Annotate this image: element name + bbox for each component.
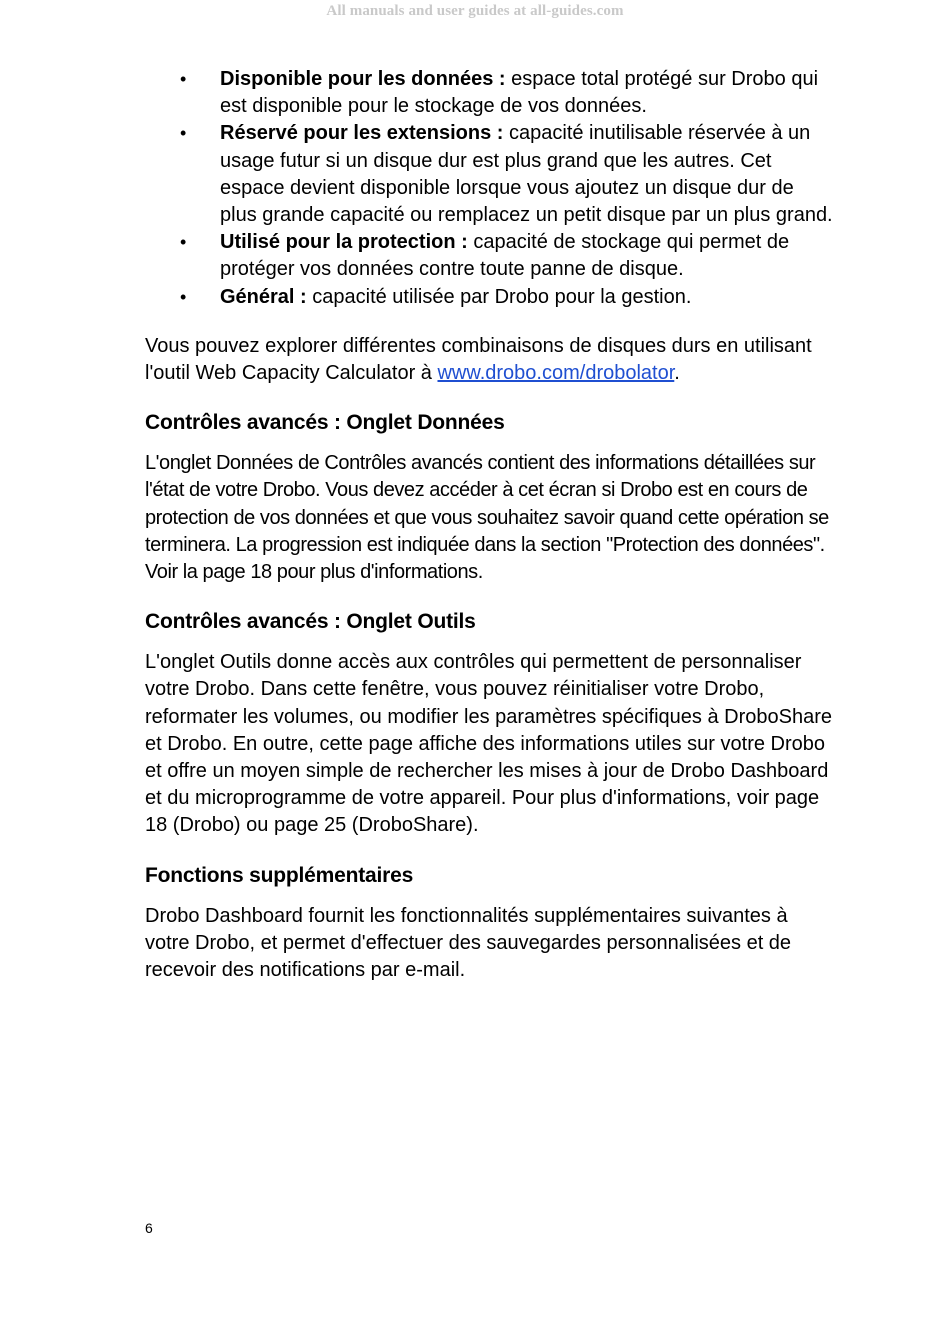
watermark: All manuals and user guides at all-guides.com	[326, 3, 624, 19]
bullet-icon: •	[180, 286, 187, 307]
section-body-donnees: L'onglet Données de Contrôles avancés contient des informations détaillées sur l'état de votre Drobo. Vous devez accéder à cet écran si Drobo est en cours de protection de vos données et que vous souhaitez savoir quand cette opération se terminera. La progression est indiquée dans la section "Protection des données". Voir la page 18 pour plus d'informations.	[145, 452, 829, 584]
section-heading-donnees: Contrôles avancés : Onglet Données	[145, 411, 505, 435]
bullet-item-disponible	[145, 66, 835, 120]
intro-text: Vous pouvez explorer différentes combinaisons de disques durs en utilisant l'outil Web Capacity Calculator à	[145, 334, 812, 385]
bullet-text: capacité de stockage qui permet de protéger vos données contre toute panne de disque.	[220, 231, 790, 281]
section-heading-fonctions: Fonctions supplémentaires	[145, 863, 414, 887]
document-content	[145, 66, 835, 984]
bullet-item-general	[145, 284, 835, 311]
bullet-icon: •	[180, 69, 187, 89]
section-body-fonctions: Drobo Dashboard fournit les fonctionnalités supplémentaires suivantes à votre Drobo, et permet d'effectuer des sauvegardes personnalisées et de recevoir des notifications par e-mail.	[145, 904, 792, 982]
bullet-text: capacité inutilisable réservée à un usage futur si un disque dur est plus grand que les autres. Cet espace devient disponible lorsque vous ajoutez un disque dur de plus grande capacité ou remplacez un petit disque par un plus grand.	[220, 122, 833, 227]
drobolator-link[interactable]: www.drobo.com/drobolator	[437, 362, 675, 385]
bullet-term: Utilisé pour la protection :	[220, 231, 468, 254]
intro-paragraph	[145, 333, 835, 387]
capacity-bullet-list	[145, 66, 835, 311]
bullet-term: Réservé pour les extensions :	[220, 122, 504, 145]
section-body-outils: L'onglet Outils donne accès aux contrôles qui permettent de personnaliser votre Drobo. Dans cette fenêtre, vous pouvez réinitialiser votre Drobo, reformater les volumes, ou modifier les paramètres spécifiques à DroboShare et Drobo. En outre, cette page affiche des informations utiles sur votre Drobo et offre un moyen simple de rechercher les mises à jour de Drobo Dashboard et du microprogramme de votre appareil. Pour plus d'informations, voir page 18 (Drobo) ou page 25 (DroboShare).	[145, 651, 832, 837]
bullet-item-protection	[145, 229, 835, 283]
bullet-text: capacité utilisée par Drobo pour la gestion.	[306, 285, 692, 308]
bullet-text: espace total protégé sur Drobo qui est disponible pour le stockage de vos données.	[220, 68, 819, 118]
page-number: 6	[145, 1220, 153, 1236]
bullet-term: Général :	[220, 285, 307, 308]
section-heading-outils: Contrôles avancés : Onglet Outils	[145, 610, 476, 634]
bullet-item-reserve	[145, 120, 835, 229]
intro-period: .	[674, 362, 680, 385]
bullet-icon: •	[180, 123, 187, 144]
bullet-icon: •	[180, 232, 187, 253]
bullet-term: Disponible pour les données :	[220, 68, 506, 90]
